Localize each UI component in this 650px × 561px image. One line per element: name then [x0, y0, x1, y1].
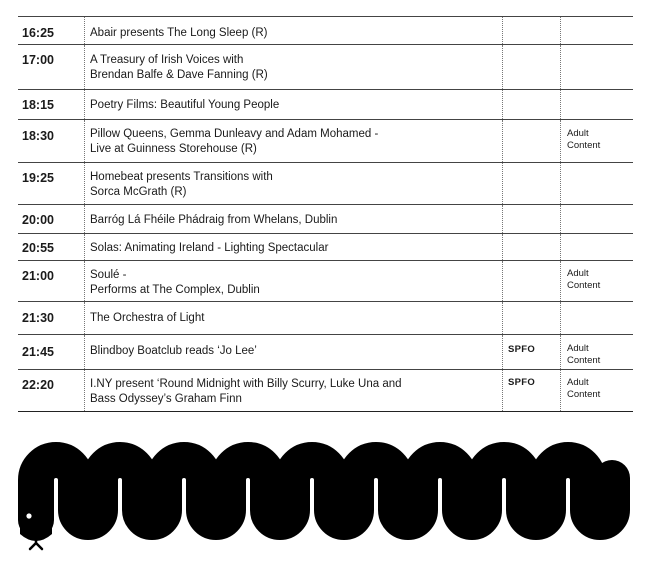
time-cell [18, 335, 84, 369]
rating-cell [560, 205, 633, 233]
title-text: Abair presents The Long Sleep (R) [90, 27, 268, 39]
table-row [18, 260, 633, 301]
rating-text: Adult Content [567, 128, 601, 151]
time-cell [18, 45, 84, 89]
rating-cell [560, 261, 633, 301]
title-cell [84, 205, 502, 233]
time-text: 18:30 [22, 129, 54, 143]
title-text: Poetry Films: Beautiful Young People [90, 99, 280, 111]
time-cell [18, 370, 84, 411]
title-cell [84, 45, 502, 89]
rating-cell [560, 302, 633, 334]
title-text: I.NY present ‘Round Midnight with Billy Scurry, Luke Una and Bass Odyssey’s Graham Finn [90, 378, 402, 405]
time-text: 18:15 [22, 98, 54, 112]
rating-cell [560, 163, 633, 204]
table-row [18, 301, 633, 334]
title-cell [84, 335, 502, 369]
time-cell [18, 234, 84, 260]
flag-cell [502, 45, 560, 89]
title-text: Solas: Animating Ireland - Lighting Spectacular [90, 242, 329, 254]
table-row [18, 16, 633, 44]
rating-cell [560, 370, 633, 411]
time-text: 20:00 [22, 213, 54, 227]
time-text: 16:25 [22, 26, 54, 40]
time-cell [18, 120, 84, 162]
table-row [18, 89, 633, 119]
title-cell [84, 370, 502, 411]
time-cell [18, 17, 84, 44]
title-text: Homebeat presents Transitions with Sorca McGrath (R) [90, 171, 273, 198]
table-row [18, 119, 633, 162]
time-cell [18, 261, 84, 301]
time-text: 22:20 [22, 378, 54, 392]
rating-cell [560, 234, 633, 260]
table-row [18, 334, 633, 369]
table-row [18, 369, 633, 412]
worm-head [20, 502, 52, 541]
time-text: 21:00 [22, 269, 54, 283]
worm-body [36, 460, 612, 522]
flag-cell [502, 261, 560, 301]
flag-text: SPFO [508, 377, 536, 388]
title-text: Barróg Lá Fhéile Phádraig from Whelans, Dublin [90, 214, 338, 226]
flag-cell [502, 163, 560, 204]
title-text: Blindboy Boatclub reads ‘Jo Lee’ [90, 345, 257, 357]
black-squiggle-worm-icon [0, 440, 650, 561]
flag-cell [502, 120, 560, 162]
title-text: Pillow Queens, Gemma Dunleavy and Adam Mohamed - Live at Guinness Storehouse (R) [90, 128, 379, 155]
rating-text: Adult Content [567, 343, 601, 366]
rating-cell [560, 45, 633, 89]
flag-cell [502, 234, 560, 260]
rating-text: Adult Content [567, 377, 601, 400]
table-row [18, 44, 633, 89]
time-text: 17:00 [22, 53, 54, 67]
flag-cell [502, 90, 560, 119]
table-row [18, 162, 633, 204]
time-text: 20:55 [22, 241, 54, 255]
table-row [18, 233, 633, 260]
rating-cell [560, 17, 633, 44]
title-cell [84, 17, 502, 44]
flag-cell [502, 370, 560, 411]
time-cell [18, 90, 84, 119]
title-cell [84, 163, 502, 204]
schedule-table [18, 16, 633, 412]
rating-text: Adult Content [567, 268, 601, 291]
title-text: A Treasury of Irish Voices with Brendan Balfe & Dave Fanning (R) [90, 54, 268, 81]
table-row [18, 204, 633, 233]
rating-cell [560, 335, 633, 369]
flag-cell [502, 335, 560, 369]
time-text: 19:25 [22, 171, 54, 185]
flag-cell [502, 302, 560, 334]
time-cell [18, 205, 84, 233]
flag-cell [502, 17, 560, 44]
rating-cell [560, 90, 633, 119]
time-cell [18, 163, 84, 204]
rating-cell [560, 120, 633, 162]
title-text: The Orchestra of Light [90, 312, 205, 324]
time-text: 21:30 [22, 311, 54, 325]
time-text: 21:45 [22, 345, 54, 359]
title-cell [84, 90, 502, 119]
title-cell [84, 234, 502, 260]
title-cell [84, 261, 502, 301]
title-cell [84, 302, 502, 334]
title-text: Soulé - Performs at The Complex, Dublin [90, 269, 260, 296]
time-cell [18, 302, 84, 334]
title-cell [84, 120, 502, 162]
worm-eye [26, 513, 31, 518]
flag-cell [502, 205, 560, 233]
flag-text: SPFO [508, 344, 536, 355]
